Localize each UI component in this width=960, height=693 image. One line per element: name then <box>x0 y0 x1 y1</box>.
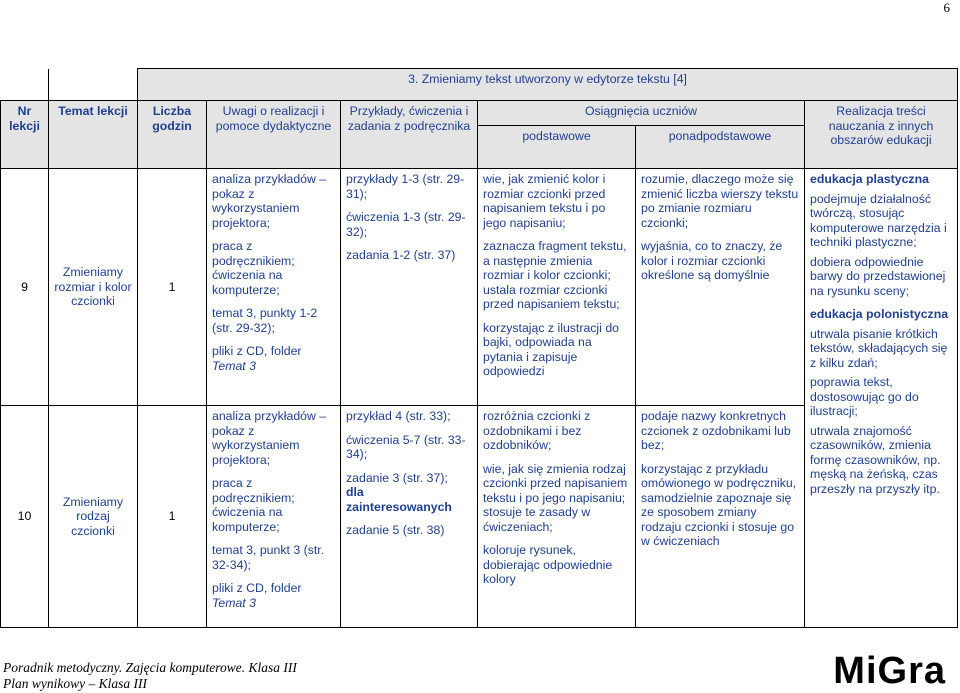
other-item: podejmuje działalność twórczą, stosując komputerowe narzędzia i techniki plastyczne; <box>810 191 947 249</box>
header-nr: Nr lekcji <box>1 101 49 169</box>
basic-item: wie, jak zmienić kolor i rozmiar czcionki przed napisaniem tekstu i po jego napisaniu; <box>483 172 606 230</box>
notes-item: temat 3, punkty 1-2 (str. 29-32); <box>212 306 318 335</box>
lesson-advanced <box>636 169 805 406</box>
lesson-plan-table <box>0 68 958 628</box>
lesson-basic <box>478 169 636 406</box>
header-achievements: Osiągnięcia uczniów <box>478 101 805 126</box>
notes-item: analiza przykładów – pokaz z wykorzystaniem projektora; <box>212 172 327 230</box>
notes-item: praca z podręcznikiem; ćwiczenia na komputerze; <box>212 476 295 534</box>
example-item: przykład 4 (str. 33); <box>346 409 451 423</box>
example-item: zadanie 3 (str. 37); <box>346 470 448 485</box>
header-hours: Liczba godzin <box>138 101 207 169</box>
header-notes: Uwagi o realizacji i pomoce dydaktyczne <box>207 101 341 169</box>
advanced-item: podaje nazwy konkretnych czcionek z ozdobnikami lub bez; <box>641 409 791 452</box>
notes-item: temat 3, punkt 3 (str. 32-34); <box>212 543 325 572</box>
other-heading: edukacja plastyczna <box>810 172 929 186</box>
migra-logo: MiGra <box>833 650 946 692</box>
basic-item: korzystając z ilustracji do bajki, odpowiada na pytania i zapisuje odpowiedzi <box>483 320 619 378</box>
notes-item: pliki z CD, folder <box>212 344 302 358</box>
lesson-advanced <box>636 406 805 628</box>
header-examples: Przykłady, ćwiczenia i zadania z podręcznika <box>341 101 478 169</box>
header-basic: podstawowe <box>478 126 636 169</box>
lesson-basic <box>478 406 636 628</box>
notes-item: pliki z CD, folder <box>212 581 302 595</box>
notes-item: analiza przykładów – pokaz z wykorzystaniem projektora; <box>212 409 327 467</box>
basic-item: rozróżnia czcionki z ozdobnikami i bez ozdobników; <box>483 409 591 452</box>
example-item: zadanie 5 (str. 38) <box>346 523 445 537</box>
lesson-number: 10 <box>1 406 49 628</box>
example-item: ćwiczenia 5-7 (str. 33-34); <box>346 432 466 461</box>
lesson-other <box>805 169 958 628</box>
header-topic: Temat lekcji <box>49 101 138 169</box>
lesson-notes <box>207 406 341 628</box>
header-other: Realizacja treści nauczania z innych obszarów edukacji <box>805 101 958 169</box>
lesson-topic: Zmieniamy rozmiar i kolor czcionki <box>49 169 138 406</box>
lesson-topic: Zmieniamy rodzaj czcionki <box>49 406 138 628</box>
other-item: dobiera odpowiednie barwy do przedstawionej na rysunku sceny; <box>810 254 946 298</box>
advanced-item: wyjaśnia, co to znaczy, że kolor i rozmiar czcionki określone są domyślnie <box>641 239 783 282</box>
advanced-item: korzystając z przykładu omówionego w podręczniku, samodzielnie zapoznaje się ze sposobem zmiany rodzaju czcionki i stosuje go w ćwiczeniach <box>641 461 797 548</box>
example-item: ćwiczenia 1-3 (str. 29-32); <box>346 210 466 239</box>
other-item: poprawia tekst, dostosowując go do ilustracji; <box>810 375 919 418</box>
notes-folder: Temat 3 <box>212 358 256 373</box>
notes-folder: Temat 3 <box>212 595 256 610</box>
basic-item: zaznacza fragment tekstu, a następnie zmienia rozmiar i kolor czcionki; ustala rozmiar czcionki przed napisaniem tekstu; <box>483 239 627 311</box>
lesson-number: 9 <box>1 169 49 406</box>
lesson-notes <box>207 169 341 406</box>
lesson-hours: 1 <box>138 169 207 406</box>
lesson-examples <box>341 406 478 628</box>
other-item: utrwala znajomość czasowników, zmienia formę czasowników, np. męską na żeńską, czas przeszły na przyszły itp. <box>810 423 941 496</box>
lesson-hours: 1 <box>138 406 207 628</box>
footer-line-2: Plan wynikowy – Klasa III <box>3 676 147 691</box>
other-heading: edukacja polonistyczna <box>810 307 949 321</box>
footer-line-1: Poradnik metodyczny. Zajęcia komputerowe. Klasa III <box>3 660 297 675</box>
other-item: utrwala pisanie krótkich tekstów, składających się z kilku zdań; <box>810 326 948 370</box>
page-number: 6 <box>943 0 950 15</box>
example-item: zadania 1-2 (str. 37) <box>346 248 456 262</box>
example-item: przykłady 1-3 (str. 29-31); <box>346 172 465 201</box>
footer <box>3 660 297 692</box>
table-row <box>1 169 958 406</box>
basic-item: koloruje rysunek, dobierając odpowiednie kolory <box>483 543 613 586</box>
advanced-item: rozumie, dlaczego może się zmienić liczba wierszy tekstu po zmianie rozmiaru czcionki; <box>641 172 799 230</box>
header-advanced: ponadpodstawowe <box>636 126 805 169</box>
notes-item: praca z podręcznikiem; ćwiczenia na komputerze; <box>212 239 295 297</box>
example-bold-note: dla zainteresowanych <box>346 485 452 514</box>
basic-item: wie, jak się zmienia rodzaj czcionki przed napisaniem tekstu i po jego napisaniu; stosuje te zasady w ćwiczeniach; <box>483 461 628 534</box>
lesson-examples <box>341 169 478 406</box>
section-title: 3. Zmieniamy tekst utworzony w edytorze tekstu [4] <box>138 69 958 101</box>
